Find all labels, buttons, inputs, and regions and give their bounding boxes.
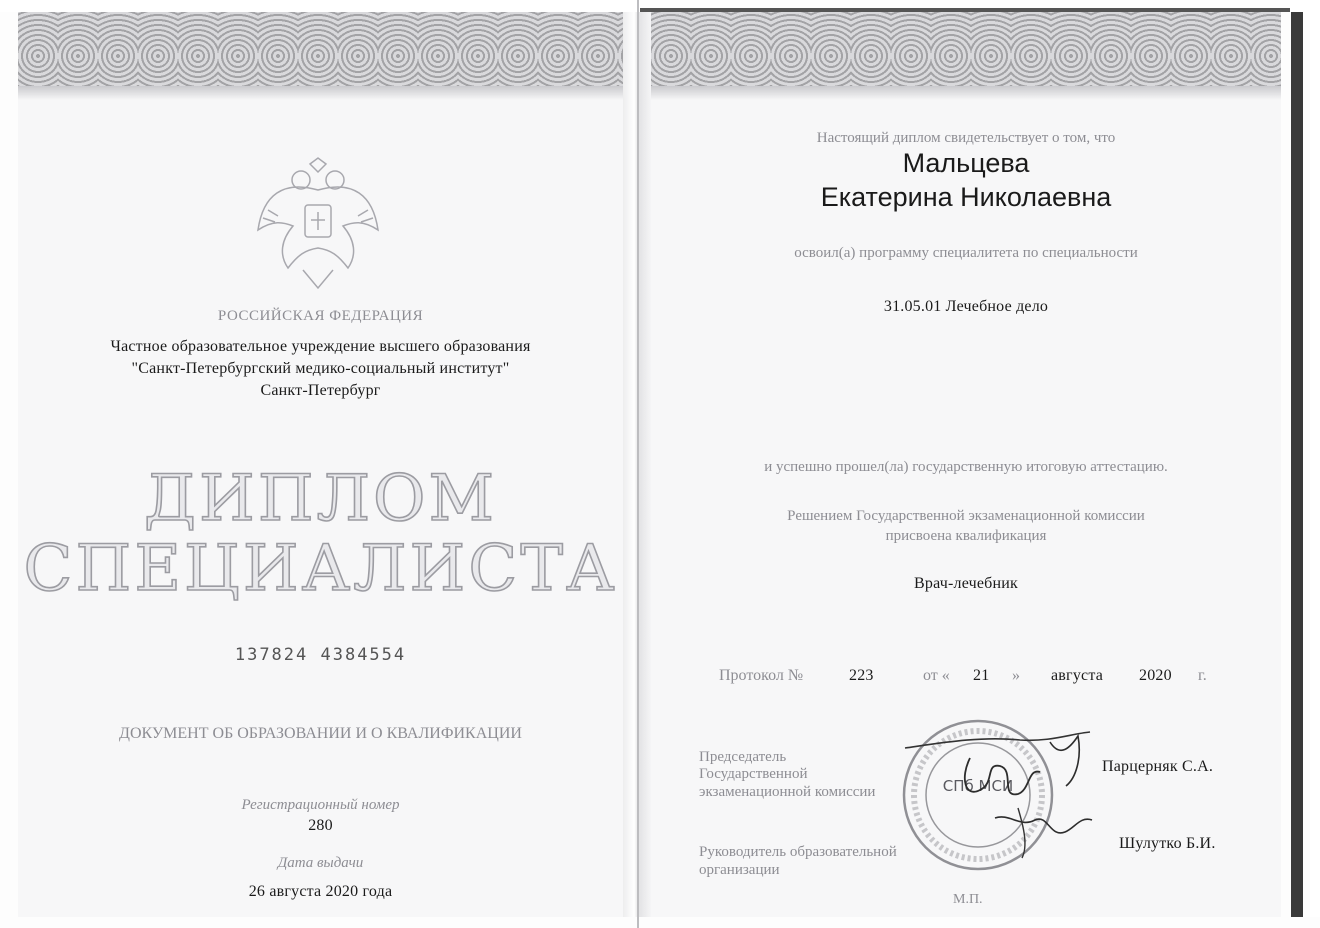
graduate-given-names: Екатерина Николаевна	[820, 182, 1112, 212]
decision-text-line1: Решением Государственной экзаменационной комиссии	[787, 508, 1145, 524]
head-title-line2: организации	[699, 862, 780, 878]
protocol-year: 2020	[1139, 667, 1172, 684]
registration-number: 280	[308, 817, 333, 834]
scan-gutter-line	[637, 0, 639, 928]
coat-of-arms-icon	[243, 150, 393, 300]
country-label: РОССИЙСКАЯ ФЕДЕРАЦИЯ	[217, 308, 424, 324]
protocol-month: августа	[1051, 667, 1104, 684]
chair-title-line3: экзаменационной комиссии	[699, 784, 876, 800]
qualification: Врач-лечебник	[914, 575, 1018, 592]
registration-number-label: Регистрационный номер	[241, 797, 400, 813]
specialty: 31.05.01 Лечебное дело	[883, 298, 1049, 315]
program-text: освоил(а) программу специалитета по специальности	[794, 245, 1138, 261]
seal-place-label: М.П.	[953, 892, 983, 907]
protocol-from: от «	[923, 667, 950, 684]
head-title-line1: Руководитель образовательной	[699, 844, 897, 860]
diploma-left-page	[18, 12, 623, 917]
protocol-day: 21	[973, 667, 990, 684]
protocol-quote-close: »	[1012, 667, 1020, 684]
protocol-label: Протокол №	[719, 667, 804, 684]
decision-text-line2: присвоена квалификация	[885, 528, 1047, 544]
institution-name: "Санкт-Петербургский медико-социальный институт"	[131, 360, 510, 377]
diploma-title-line1: ДИПЛОМ	[143, 462, 498, 536]
guilloche-band	[651, 12, 1281, 100]
chair-name: Парцерняк С.А.	[1102, 758, 1214, 775]
diploma-title-line2: СПЕЦИАЛИСТА	[23, 532, 618, 606]
protocol-year-suffix: г.	[1198, 667, 1207, 684]
institution-type: Частное образовательное учреждение высшего образования	[110, 338, 531, 355]
guilloche-band	[18, 12, 623, 100]
intro-text: Настоящий диплом свидетельствует о том, что	[816, 130, 1116, 146]
scan-right-margin	[1303, 12, 1320, 917]
graduate-surname: Мальцева	[902, 148, 1030, 178]
head-name: Шулутко Б.И.	[1119, 835, 1216, 852]
chair-title-line2: Государственной	[699, 766, 808, 782]
seal-center-text: СПб МСИ	[942, 777, 1014, 795]
protocol-number: 223	[849, 667, 874, 684]
attestation-text: и успешно прошел(ла) государственную итоговую аттестацию.	[764, 459, 1168, 475]
scan-right-border	[1291, 12, 1303, 917]
institution-city: Санкт-Петербург	[260, 382, 381, 399]
serial-number: 137824 4384554	[234, 645, 407, 665]
signatures-icon	[900, 728, 1120, 868]
chair-title-line1: Председатель	[699, 749, 787, 765]
document-type: ДОКУМЕНТ ОБ ОБРАЗОВАНИИ И О КВАЛИФИКАЦИИ	[119, 725, 522, 742]
issue-date-label: Дата выдачи	[277, 855, 364, 871]
issue-date: 26 августа 2020 года	[248, 883, 393, 900]
